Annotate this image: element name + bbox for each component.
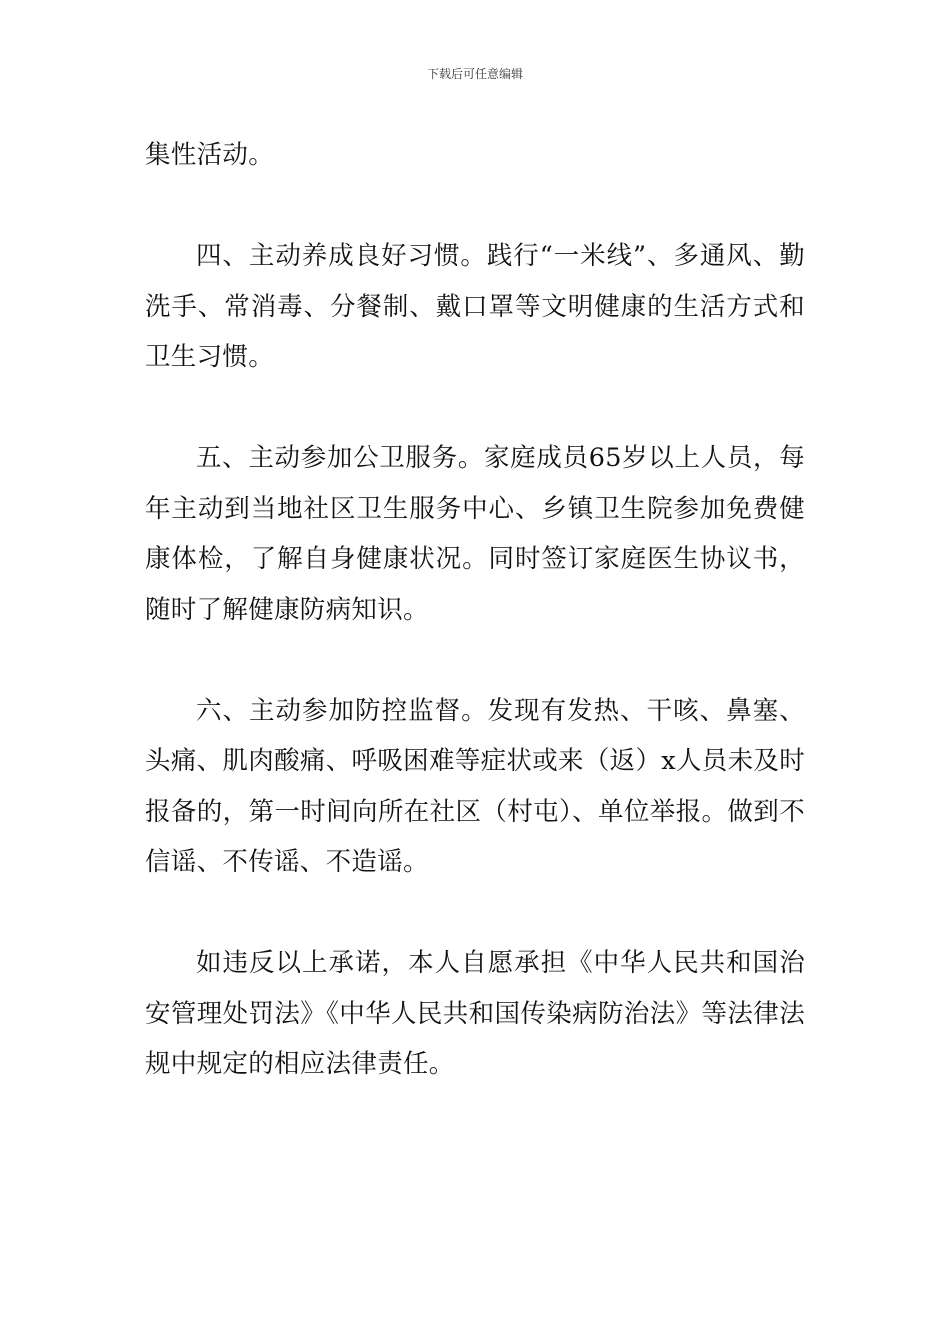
paragraph-spacer — [145, 635, 805, 686]
paragraph-spacer — [145, 383, 805, 434]
paragraph-continued: 集性活动。 — [145, 140, 275, 170]
paragraph-item-four: 四、主动养成良好习惯。践行“一米线”、多通风、勤洗手、常消毒、分餐制、戴口罩等文明健康的生活方式和卫生习惯。 — [145, 241, 805, 372]
page-header: 下载后可任意编辑 — [426, 67, 523, 81]
paragraph-item-five: 五、主动参加公卫服务。家庭成员65岁以上人员，每年主动到当地社区卫生服务中心、乡镇卫生院参加免费健康体检，了解自身健康状况。同时签订家庭医生协议书，随时了解健康防病知识。 — [145, 443, 805, 625]
paragraph-spacer — [145, 181, 805, 232]
paragraph-commitment: 如违反以上承诺，本人自愿承担《中华人民共和国治安管理处罚法》《中华人民共和国传染病防治法》等法律法规中规定的相应法律责任。 — [145, 948, 805, 1079]
document-body — [145, 130, 805, 1090]
paragraph-item-six: 六、主动参加防控监督。发现有发热、干咳、鼻塞、头痛、肌肉酸痛、呼吸困难等症状或来（返）x人员未及时报备的，第一时间向所在社区（村屯）、单位举报。做到不信谣、不传谣、不造谣。 — [145, 695, 805, 877]
paragraph-spacer — [145, 888, 805, 939]
